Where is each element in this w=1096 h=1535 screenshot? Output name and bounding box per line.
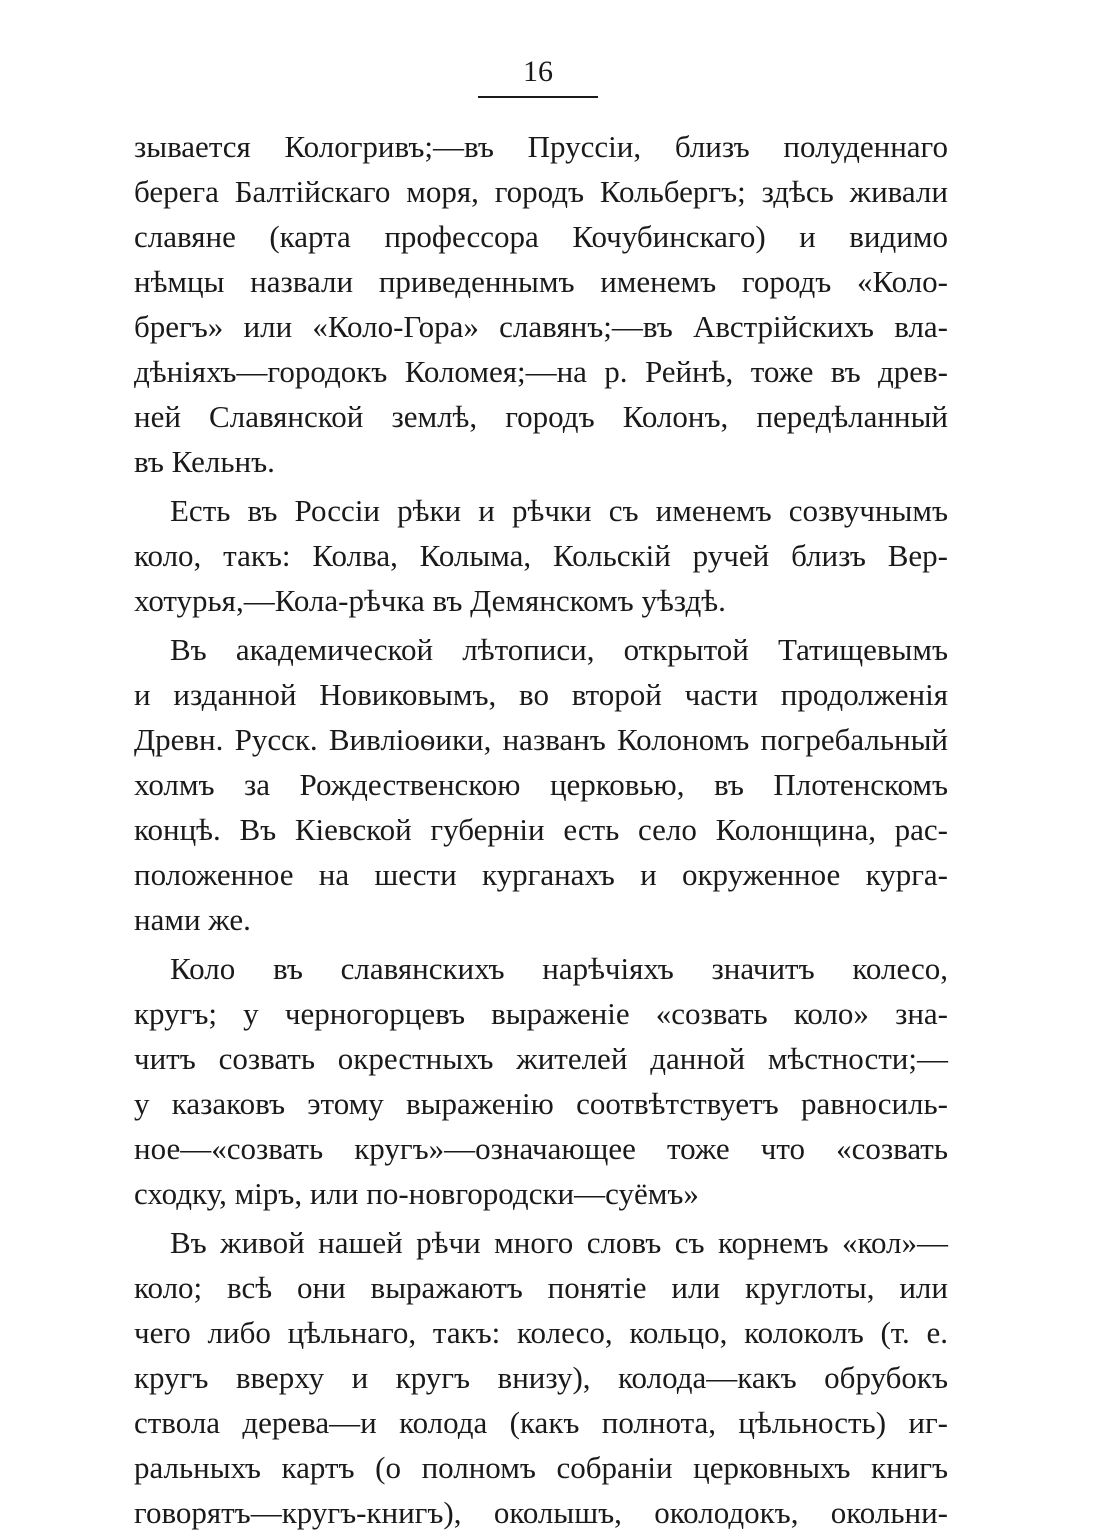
header-rule [478,96,598,98]
paragraph-3 [134,627,948,942]
text-line: холмъ за Рождественскою церковью, въ Плотенскомъ [134,767,948,802]
text-line: зывается Кологривъ;—въ Пруссіи, близъ полуденнаго [134,129,948,164]
paragraph-2 [134,488,948,623]
text-line: и изданной Новиковымъ, во второй части продолженія [134,677,948,712]
text-line: брегъ» или «Коло-Гора» славянъ;—въ Австрійскихъ вла- [134,309,948,344]
page-number: 16 [523,55,553,88]
text-line: въ Кельнъ. [134,444,275,479]
text-line: сходку, міръ, или по-новгородски—суёмъ» [134,1176,699,1211]
text-line: Въ академической лѣтописи, открытой Татищевымъ [170,632,948,667]
text-line: положенное на шести курганахъ и окруженное курга- [134,857,948,892]
text-line: дѣніяхъ—городокъ Коломея;—на р. Рейнѣ, тоже въ древ- [134,354,948,389]
text-line: говорятъ—кругъ-книгъ), околышъ, околодокъ, окольни- [134,1495,948,1530]
paragraph-5 [134,1220,948,1535]
text-line: коло, такъ: Колва, Колыма, Кольскій ручей близъ Вер- [134,538,948,573]
paragraph-4 [134,946,948,1216]
text-line: нѣмцы назвали приведеннымъ именемъ городъ «Коло- [134,264,948,299]
text-line: чего либо цѣльнаго, такъ: колесо, кольцо, колоколъ (т. е. [134,1315,948,1350]
text-line: у казаковъ этому выраженію соотвѣтствуетъ равносиль- [134,1086,948,1121]
text-line: кругъ; у черногорцевъ выраженіе «созвать коло» зна- [134,996,948,1031]
text-line: берега Балтійскаго моря, городъ Кольбергъ; здѣсь живали [134,174,948,209]
text-line: Коло въ славянскихъ нарѣчіяхъ значитъ колесо, [170,951,948,986]
text-line: нами же. [134,902,251,937]
text-line: кругъ вверху и кругъ внизу), колода—какъ обрубокъ [134,1360,948,1395]
text-line: концѣ. Въ Кіевской губерніи есть село Колонщина, рас- [134,812,948,847]
text-line: ральныхъ картъ (о полномъ собраніи церковныхъ книгъ [134,1450,948,1485]
text-line: читъ созвать окрестныхъ жителей данной мѣстности;— [134,1041,948,1076]
text-line: ное—«созвать кругъ»—означающее тоже что «созвать [134,1131,948,1166]
paragraph-1 [134,124,948,484]
text-line: Древн. Русск. Вивліоѳики, названъ Колономъ погребальный [134,722,948,757]
text-line: ней Славянской землѣ, городъ Колонъ, передѣланный [134,399,948,434]
text-line: хотурья,—Кола-рѣчка въ Демянскомъ уѣздѣ. [134,583,726,618]
text-line: коло; всѣ они выражаютъ понятіе или круглоты, или [134,1270,948,1305]
text-line: ствола дерева—и колода (какъ полнота, цѣльность) иг- [134,1405,948,1440]
text-line: Есть въ Россіи рѣки и рѣчки съ именемъ созвучнымъ [170,493,948,528]
text-line: Въ живой нашей рѣчи много словъ съ корнемъ «кол»— [170,1225,948,1260]
body-text [134,124,948,1535]
text-line: славяне (карта профессора Кочубинскаго) и видимо [134,219,948,254]
